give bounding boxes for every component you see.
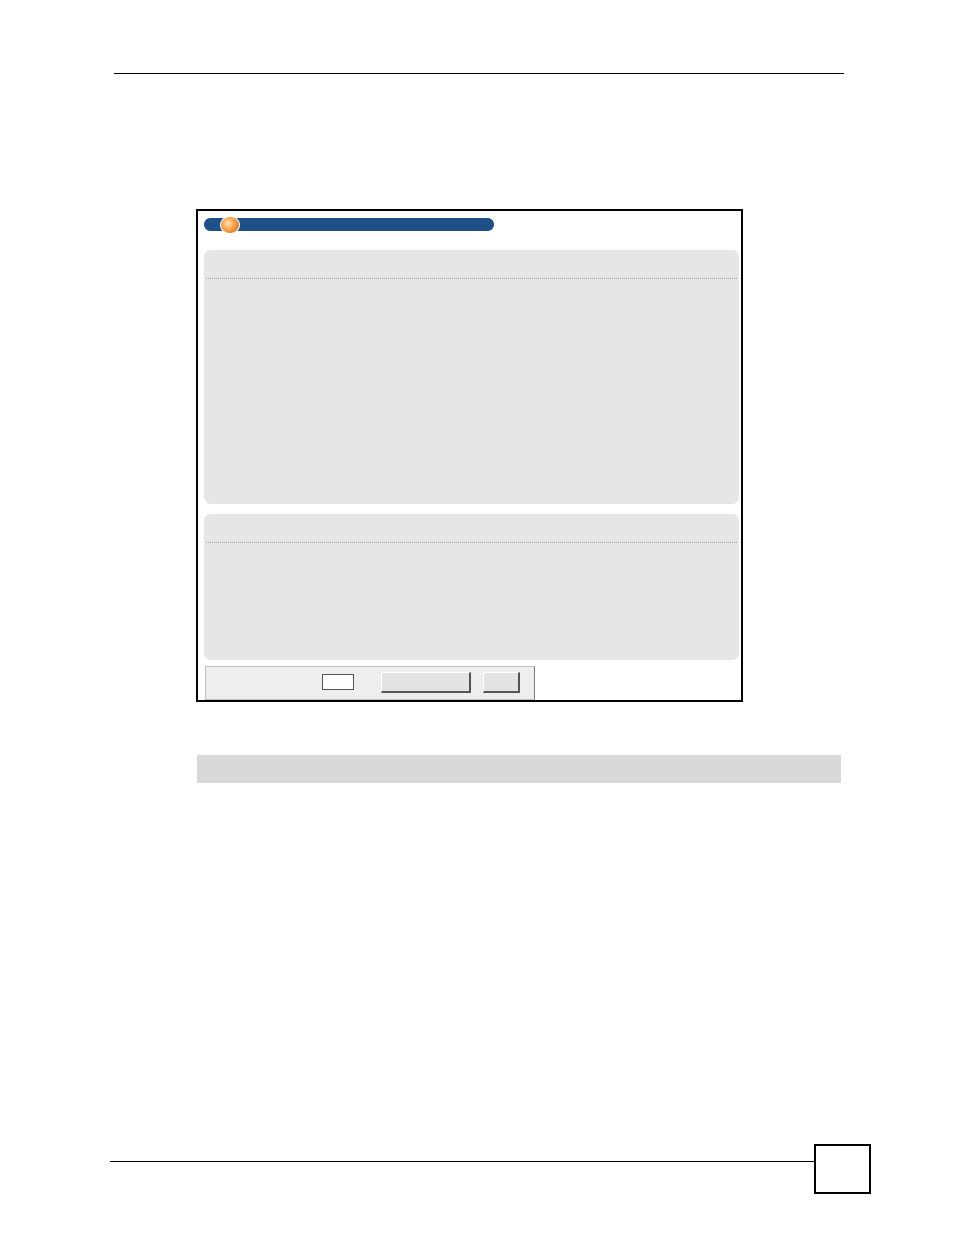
enet2-header bbox=[559, 525, 737, 542]
port-status-header bbox=[206, 525, 381, 542]
description-table-header bbox=[197, 755, 841, 783]
bridge-status-header bbox=[206, 261, 737, 279]
bridge-status-box bbox=[204, 250, 739, 504]
stp-status-screen bbox=[196, 209, 743, 702]
title-bar bbox=[204, 218, 494, 231]
status-orb-icon bbox=[220, 216, 240, 234]
page-number-box bbox=[814, 1144, 871, 1194]
enet1-header bbox=[381, 525, 559, 542]
poll-interval-bar bbox=[205, 666, 535, 700]
footer-rule bbox=[110, 1161, 814, 1162]
poll-interval-input[interactable] bbox=[322, 674, 354, 690]
port-status-header-row bbox=[206, 525, 737, 543]
bridge-status-title bbox=[206, 261, 737, 278]
set-interval-button[interactable] bbox=[381, 672, 471, 693]
stop-button[interactable] bbox=[483, 672, 520, 693]
header-rule bbox=[114, 73, 844, 74]
